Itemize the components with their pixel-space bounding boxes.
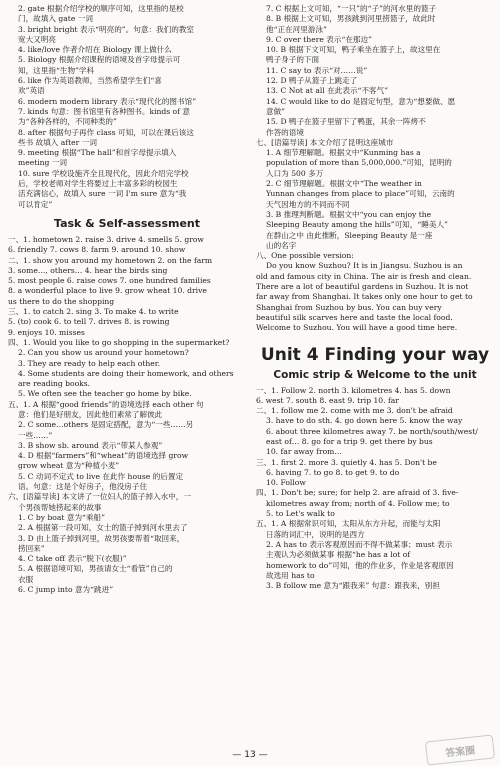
answer-line: 6. west 7. south 8. east 9. trip 10. far xyxy=(256,395,399,405)
answer-line: 二、1. show you around my hometown 2. on the farm xyxy=(8,255,213,265)
answer-line: Yunnan changes from place to place”可知，云南的 xyxy=(266,189,455,199)
answer-line: 9. enjoys 10. misses xyxy=(8,327,85,337)
answer-line: 他“正在河里游泳” xyxy=(266,24,327,34)
answer-line: There are a lot of beautiful gardens in Suzhou. It is not xyxy=(256,282,469,292)
page-number: — 13 — xyxy=(232,750,268,760)
answer-line: 故选用 has to xyxy=(266,570,315,580)
answer-line: are reading books. xyxy=(18,379,91,389)
answer-line: 2. gate 根据介绍学校的顺序可知，这里指的是校 xyxy=(18,4,184,13)
answer-line: 10. Follow xyxy=(266,478,306,488)
answer-line: 8. a wonderful place to live 9. grow wheat 10. drive xyxy=(8,286,207,296)
answer-line: 10. sure 学校设施齐全且现代化，因此介绍完学校 xyxy=(18,168,189,178)
answer-line: 5. We often see the teacher go home by bike. xyxy=(18,389,192,399)
answer-line: population of more than 5,000,000.”可知，昆明的 xyxy=(266,158,452,168)
answer-line: 12. D 鸭子从篮子上跳走了 xyxy=(266,76,358,86)
answer-line: 9. C over there 表示“在那边” xyxy=(266,34,372,44)
answer-line: Shanghai from Suzhou by bus. You can buy very xyxy=(256,302,442,312)
answer-line: 9. meeting 根据“The hall”和首字母提示填入 xyxy=(18,148,177,158)
answer-line: 四、1. Would you like to go shopping in the supermarket? xyxy=(8,337,230,347)
answer-line: 意做” xyxy=(266,106,286,116)
answer-line: 5. C 动词不定式 to live 在此作 house 的后置定 xyxy=(18,471,184,481)
answer-line: 3. B follow me 意为“跟我来” 句意：跟我来，别担 xyxy=(266,581,440,591)
answer-line: 4. C take off 表示“脱下(衣服)” xyxy=(18,554,127,564)
answer-line: 2. C some…others 是固定搭配，意为“一些……另 xyxy=(18,420,194,430)
answer-line: 四、1. Don't be; sure; for help 2. are afraid of 3. five- xyxy=(256,488,459,498)
answer-line: 10. far away from… xyxy=(266,447,342,457)
left-column xyxy=(8,4,246,742)
answer-line: 5. Biology 根据介绍课程的语境及首字母提示可 xyxy=(18,55,181,65)
answer-line: 2. A has to 表示客观原因而不得不做某事；must 表示 xyxy=(266,539,453,549)
answer-line: 一些……” xyxy=(18,430,53,440)
answer-line: 二、1. follow me 2. come with me 3. don't be afraid xyxy=(256,406,453,416)
answer-line: 7. kinds 句意：图书馆里有各种图书。kinds of 意 xyxy=(18,106,190,116)
answer-line: 2. C 细节理解题。根据文中“The weather in xyxy=(266,179,422,189)
answer-line: 11. C say to 表示“对……说” xyxy=(266,65,368,75)
answer-line: 六、[语篇导读] 本文讲了一位妇人的篮子掉入水中，一 xyxy=(8,492,191,502)
answer-line: 1. C by boat 意为“乘船” xyxy=(18,512,106,522)
answer-line: 3. have to do sth. 4. go down here 5. know the way xyxy=(266,416,463,426)
unit-subtitle: Comic strip & Welcome to the unit xyxy=(273,368,477,381)
answer-line: 八、One possible version: xyxy=(256,251,354,261)
answer-line: 6. about three kilometres away 7. be north/south/west/ xyxy=(266,426,478,436)
answer-line: 三、1. first 2. more 3. quietly 4. has 5. Don't be xyxy=(256,457,437,467)
answer-line: 5. most people 6. raise cows 7. one hundred families xyxy=(8,276,211,286)
answer-line: 天气因地方的不同而不同 xyxy=(266,199,350,209)
answer-line: 5. A 根据语境可知，男孩请女士“看管”自己的 xyxy=(18,564,173,574)
answer-line: 一、1. Follow 2. north 3. kilometres 4. has 5. down xyxy=(256,385,451,395)
answer-line: 3. B show sb. around 表示“带某人参观” xyxy=(18,440,163,450)
answer-line: old and famous city in China. The air is fresh and clean. xyxy=(256,271,472,281)
answer-line: 8. B 根据上文可知，男孩跳到河里捞篮子，故此时 xyxy=(266,14,436,24)
section-title: Task & Self-assessment xyxy=(53,216,201,230)
answer-line: 6. like 作为英语教师，当然希望学生们“喜 xyxy=(18,76,162,86)
answer-line: 山的名字 xyxy=(266,240,297,250)
answer-line: 13. C Not at all 在此表示“不客气” xyxy=(266,86,389,96)
answer-line: Welcome to Suzhou. You will have a good time here. xyxy=(256,323,458,333)
answer-line: far away from Shanghai. It takes only one hour to get to xyxy=(256,292,473,302)
answer-line: 2. A 根据第一段可知，女士的篮子掉到河水里去了 xyxy=(18,523,188,533)
answer-line: 人口为 500 多万 xyxy=(266,168,324,178)
answer-line: 3. D 由上篮子掉到河里，故男孩要帮着“取回来， xyxy=(18,533,185,543)
answer-line: 日落的词汇中，说明的是西方 xyxy=(266,529,365,539)
answer-line: 1. A 细节理解题。根据文中“Kunming has a xyxy=(266,148,421,158)
answer-line: 欢”英语 xyxy=(18,86,45,96)
answer-line: 主观认为必须做某事 根据“he has a lot of xyxy=(266,550,411,560)
answer-line: 3. some…, others… 4. hear the birds sing xyxy=(8,265,168,275)
answer-line: 8. after 根据句子再作 class 可知，可以在课后该这 xyxy=(18,127,194,137)
answer-line: 三、1. to catch 2. sing 3. To make 4. to write xyxy=(8,307,179,317)
answer-line: 4. D 根据“farmers”和“wheat”的语境选择 grow xyxy=(18,451,189,461)
answer-line: 可以肯定” xyxy=(18,199,53,209)
answer-line: 4. Some students are doing their homework, and others xyxy=(18,368,234,378)
answer-line: 活充满信心，故填入 sure 一词 I'm sure 意为“我 xyxy=(18,189,187,199)
answer-line: 知，这里指“生物”学科 xyxy=(18,65,95,75)
answer-line: 5. (to) cook 6. to tell 7. drives 8. is rowing xyxy=(8,317,170,327)
answer-line: 3. B 推理判断题。根据文中“you can enjoy the xyxy=(266,209,432,219)
answer-line: beautiful silk scarves here and taste the local food. xyxy=(256,312,453,322)
answer-line: Do you know Suzhou? It is in Jiangsu. Suzhou is an xyxy=(266,261,463,271)
answer-line: 个男孩帮她捞起来的故事 xyxy=(18,502,102,512)
answer-line: 衣服 xyxy=(18,574,34,584)
answer-line: 14. C would like to do 是固定句型，意为“想要做、愿 xyxy=(266,96,456,106)
answer-line: 为“各种各样的，不同种类的” xyxy=(18,117,117,127)
answer-line: 6. C jump into 意为“跳进” xyxy=(18,585,114,595)
answer-line: homework to do”可知，他的作业多，作业是客观原因 xyxy=(266,560,454,570)
answer-line: grow wheat 意为“种植小麦” xyxy=(18,461,120,471)
answer-line: 15. D 鸭子在篮子里留下了鸭蛋，其余一阵烤不 xyxy=(266,117,426,127)
answer-line: meeting 一词 xyxy=(18,158,68,168)
answer-line: 七、[语篇导读] 本文介绍了昆明这座城市 xyxy=(256,137,394,147)
answer-line: 6. modern modern library 表示“现代化的图书馆” xyxy=(18,96,197,106)
answer-line: 3. They are ready to help each other. xyxy=(18,358,161,368)
answer-line: 10. B 根据下文可知，鸭子乘坐在篮子上，故这里在 xyxy=(266,45,441,55)
right-column xyxy=(256,4,494,742)
answer-line: 捞回来” xyxy=(18,543,45,553)
unit-title: Unit 4 Finding your way xyxy=(260,344,490,365)
answer-line: 在群山之中 由此推断，Sleeping Beauty 是一座 xyxy=(266,230,433,240)
watermark-logo: 答案圈 xyxy=(425,735,495,766)
answer-line: 2. Can you show us around your hometown? xyxy=(18,348,189,358)
answer-line: 作答的语境 xyxy=(266,127,304,137)
answer-line: Sleeping Beauty among the hills”可知，“睡美人” xyxy=(266,220,448,230)
answer-line: 宽大又明亮 xyxy=(18,34,56,44)
answer-line: east of… 8. go for a trip 9. get there by bus xyxy=(266,436,433,446)
answer-line: kilometres away from; north of 4. Follow me; to xyxy=(266,498,450,508)
answer-line: 鸭子身子的下面 xyxy=(266,55,320,65)
answer-line: 些书 故填入 after 一词 xyxy=(18,137,97,147)
answer-line: 门，故填入 gate 一词 xyxy=(18,14,93,24)
answer-line: 5. to Let's walk to xyxy=(266,509,335,519)
answer-line: 后，学校老师对学生将要过上丰富多彩的校园生 xyxy=(18,179,178,189)
answer-line: 4. like/love 作者介绍在 Biology 课上做什么 xyxy=(18,45,172,55)
answer-line: 6. having 7. to go 8. to get 9. to do xyxy=(266,467,400,477)
answer-line: 3. bright bright 表示“明亮的”。句意：我们的教室 xyxy=(18,24,195,34)
answer-line: 7. C 根据上文可知，“一只”的“子”的河水里的篮子 xyxy=(266,4,437,13)
answer-line: 意：他们是好朋友，因此他们素常了解彼此 xyxy=(18,409,163,419)
answer-line: 五、1. A 根据常识可知，太阳从东方升起，而能与太阳 xyxy=(256,519,441,529)
answer-line: us there to do the shopping xyxy=(8,296,115,306)
answer-line: 语。句意：这是个好房子，他没房子住 xyxy=(18,482,148,492)
answer-line: 五、1. A 根据“good friends”的语境选择 each other 句 xyxy=(8,399,204,409)
answer-line: 一、1. hometown 2. raise 3. drive 4. smells 5. grow xyxy=(8,234,204,244)
answer-line: 6. friendly 7. cows 8. farm 9. around 10. show xyxy=(8,245,186,255)
